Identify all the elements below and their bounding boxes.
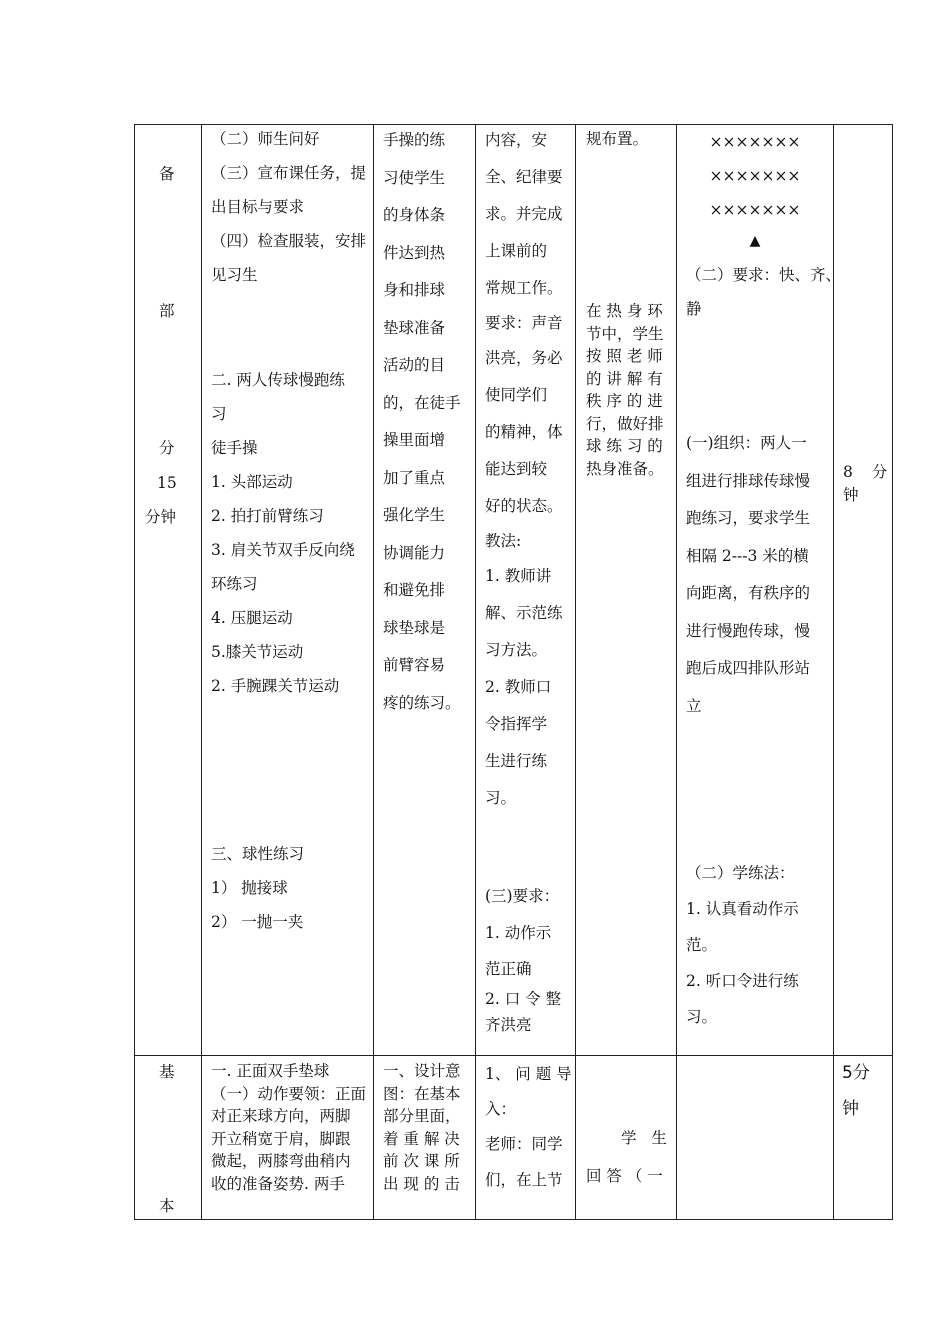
teacher-line: 全、纪律要 bbox=[485, 168, 563, 186]
row1-time bbox=[843, 461, 887, 506]
org-line: 立 bbox=[686, 696, 702, 715]
org-line: 静 bbox=[686, 300, 702, 318]
intent-line: 件达到热 bbox=[383, 243, 446, 262]
org-line: 进行慢跑传球，慢 bbox=[686, 621, 811, 640]
row2-section-char: 基 bbox=[159, 1063, 175, 1081]
row1-content-top bbox=[211, 122, 366, 292]
formation-row: ××××××× bbox=[709, 133, 801, 151]
content-line: 徒手操 bbox=[211, 439, 258, 457]
teacher-line: 常规工作。 bbox=[485, 279, 563, 297]
content-line: 二. 两人传球慢跑练 bbox=[211, 371, 345, 389]
row2-teacher bbox=[485, 1056, 572, 1198]
teacher-line: 求。并完成 bbox=[485, 205, 563, 223]
row1-teacher bbox=[485, 122, 563, 817]
row2-time bbox=[842, 1055, 870, 1127]
intent-line: 垫球准备 bbox=[383, 318, 446, 337]
org-line: 习。 bbox=[686, 1008, 718, 1026]
content-line: 收的准备姿势. 两手 bbox=[211, 1174, 345, 1193]
teacher-line: 们，在上节 bbox=[485, 1171, 563, 1189]
row1-student-top bbox=[586, 122, 648, 156]
intent-line: 部分里面， bbox=[383, 1107, 461, 1125]
content-line: 对正来球方向，两脚 bbox=[211, 1107, 351, 1125]
student-line: 规布置。 bbox=[586, 130, 649, 148]
content-line: 1） 抛接球 bbox=[211, 879, 288, 897]
teacher-line: 1. 教师讲 bbox=[485, 567, 552, 585]
content-line: 3. 肩关节双手反向绕 bbox=[211, 541, 355, 559]
intent-line: 前 次 课 所 bbox=[383, 1152, 460, 1170]
teacher-line: 习方法。 bbox=[485, 641, 548, 659]
content-line: 1. 头部运动 bbox=[211, 473, 293, 491]
teacher-line: 1、 问 题 导 bbox=[485, 1065, 572, 1083]
row1-org-learning bbox=[686, 855, 799, 1035]
content-line: 环练习 bbox=[211, 575, 258, 593]
content-line: 4. 压腿运动 bbox=[211, 609, 293, 627]
intent-line: 强化学生 bbox=[383, 506, 446, 524]
org-line: (一)组织：两人一 bbox=[686, 434, 807, 452]
student-line: 秩 序 的 进 bbox=[586, 392, 663, 410]
intent-line: 手操的练 bbox=[383, 131, 446, 149]
content-line: 微起，两膝弯曲稍内 bbox=[211, 1152, 351, 1170]
teacher-line: 解、示范练 bbox=[485, 604, 563, 622]
student-line: 回 答 （ 一 bbox=[586, 1167, 663, 1185]
content-line: 习 bbox=[211, 405, 227, 423]
content-line: （四）检查服装，安排 bbox=[211, 232, 367, 250]
teacher-position-icon: ▲ bbox=[749, 233, 761, 249]
row1-content-ball bbox=[211, 837, 304, 939]
content-line: 2） 一抛一夹 bbox=[211, 913, 304, 931]
intent-line: 习使学生 bbox=[383, 168, 446, 187]
teacher-line: 上课前的 bbox=[485, 242, 548, 260]
time-value: 5分 bbox=[842, 1063, 870, 1083]
section-char: 部 bbox=[159, 302, 175, 320]
teacher-line: 生进行练 bbox=[485, 752, 548, 770]
formation-row: ××××××× bbox=[709, 201, 801, 219]
row1-org-requirements bbox=[686, 256, 841, 324]
intent-line: 协调能力 bbox=[383, 543, 446, 562]
teacher-line: 齐洪亮 bbox=[485, 1016, 532, 1034]
row1-content-warmup bbox=[211, 363, 355, 703]
row1-org-organization bbox=[686, 425, 810, 725]
row1-formation bbox=[677, 125, 833, 255]
time-unit: 钟 bbox=[843, 485, 859, 504]
intent-line: 球垫球是 bbox=[383, 618, 446, 637]
teacher-line: 内容，安 bbox=[485, 131, 548, 149]
intent-line: 出 现 的 击 bbox=[383, 1174, 460, 1193]
student-line: 球 练 习 的 bbox=[586, 437, 663, 455]
teacher-line: 令指挥学 bbox=[485, 715, 548, 733]
student-line: 的 讲 解 有 bbox=[586, 369, 663, 388]
org-line: 相隔 2---3 米的横 bbox=[686, 546, 809, 565]
content-line: （三）宣布课任务，提 bbox=[211, 164, 367, 182]
lesson-plan-table bbox=[134, 124, 893, 1220]
content-line: 5.膝关节运动 bbox=[211, 643, 304, 661]
content-line: 见习生 bbox=[211, 266, 258, 284]
teacher-line: 洪亮，务必 bbox=[485, 349, 563, 367]
org-line: 范。 bbox=[686, 936, 718, 954]
content-line: 出目标与要求 bbox=[211, 198, 305, 216]
org-line: 2. 听口令进行练 bbox=[686, 972, 799, 990]
student-line: 热身准备。 bbox=[586, 459, 664, 478]
row1-student-warmup bbox=[586, 300, 668, 480]
time-unit: 钟 bbox=[842, 1099, 859, 1119]
teacher-line: 能达到较 bbox=[485, 460, 548, 478]
teacher-line: 老师：同学 bbox=[485, 1135, 563, 1153]
intent-line: 活动的目 bbox=[383, 356, 446, 374]
intent-line: 着 重 解 决 bbox=[383, 1129, 460, 1148]
content-line: 开立稍宽于肩，脚跟 bbox=[211, 1129, 351, 1148]
org-line: （二）学练法： bbox=[686, 864, 795, 882]
teacher-line: 的精神，体 bbox=[485, 423, 563, 441]
teacher-line: 要求：声音 bbox=[485, 314, 563, 332]
row2-content bbox=[211, 1060, 366, 1195]
row1-intent bbox=[383, 122, 461, 722]
row2-intent bbox=[383, 1060, 467, 1195]
content-line: （二）师生问好 bbox=[211, 130, 320, 148]
teacher-line: 2. 教师口 bbox=[485, 678, 552, 696]
intent-line: 身和排球 bbox=[383, 281, 446, 299]
org-line: 组进行排球传球慢 bbox=[686, 471, 811, 490]
teacher-line: (三)要求： bbox=[485, 887, 560, 905]
intent-line: 疼的练习。 bbox=[383, 693, 461, 712]
intent-line: 图：在基本 bbox=[383, 1084, 461, 1103]
content-line: 一. 正面双手垫球 bbox=[211, 1062, 330, 1080]
section-char: 分 bbox=[159, 439, 175, 457]
section-unit: 分钟 bbox=[145, 508, 177, 526]
content-line: 三、球性练习 bbox=[211, 845, 305, 863]
row2-section-char: 本 bbox=[159, 1197, 175, 1215]
teacher-line: 好的状态。 bbox=[485, 497, 563, 515]
student-line: 节中，学生 bbox=[586, 324, 664, 343]
org-line: 跑练习，要求学生 bbox=[686, 509, 811, 527]
org-line: （二）要求：快、齐、 bbox=[686, 266, 842, 284]
intent-line: 操里面增 bbox=[383, 431, 446, 449]
teacher-line: 教法: bbox=[485, 532, 522, 550]
intent-line: 的身体条 bbox=[383, 206, 446, 224]
intent-line: 的，在徒手 bbox=[383, 393, 461, 412]
student-line: 行，做好排 bbox=[586, 414, 664, 433]
student-line: 学 生 bbox=[621, 1129, 667, 1147]
content-line: 2. 拍打前臂练习 bbox=[211, 507, 324, 525]
content-line: 2. 手腕踝关节运动 bbox=[211, 677, 340, 695]
intent-line: 加了重点 bbox=[383, 468, 446, 487]
content-line: （一）动作要领：正面 bbox=[211, 1084, 367, 1103]
teacher-line: 习。 bbox=[485, 789, 517, 807]
row1-teacher-requirements bbox=[485, 878, 561, 1037]
intent-line: 一、设计意 bbox=[383, 1062, 461, 1080]
teacher-line: 2. 口 令 整 bbox=[485, 990, 562, 1008]
time-value: 8 分 bbox=[843, 463, 888, 481]
formation-row: ××××××× bbox=[709, 167, 801, 185]
intent-line: 和避免排 bbox=[383, 581, 446, 599]
intent-line: 前臂容易 bbox=[383, 656, 446, 674]
org-line: 跑后成四排队形站 bbox=[686, 659, 811, 677]
teacher-line: 使同学们 bbox=[485, 386, 548, 404]
student-line: 按 照 老 师 bbox=[586, 347, 663, 365]
teacher-line: 入： bbox=[485, 1100, 517, 1118]
teacher-line: 1. 动作示 bbox=[485, 924, 552, 942]
section-char: 备 bbox=[159, 165, 175, 183]
org-line: 1. 认真看动作示 bbox=[686, 900, 799, 918]
section-minutes: 15 bbox=[157, 474, 177, 492]
org-line: 向距离，有秩序的 bbox=[686, 584, 811, 602]
teacher-line: 范正确 bbox=[485, 960, 532, 978]
student-line: 在 热 身 环 bbox=[586, 302, 663, 320]
